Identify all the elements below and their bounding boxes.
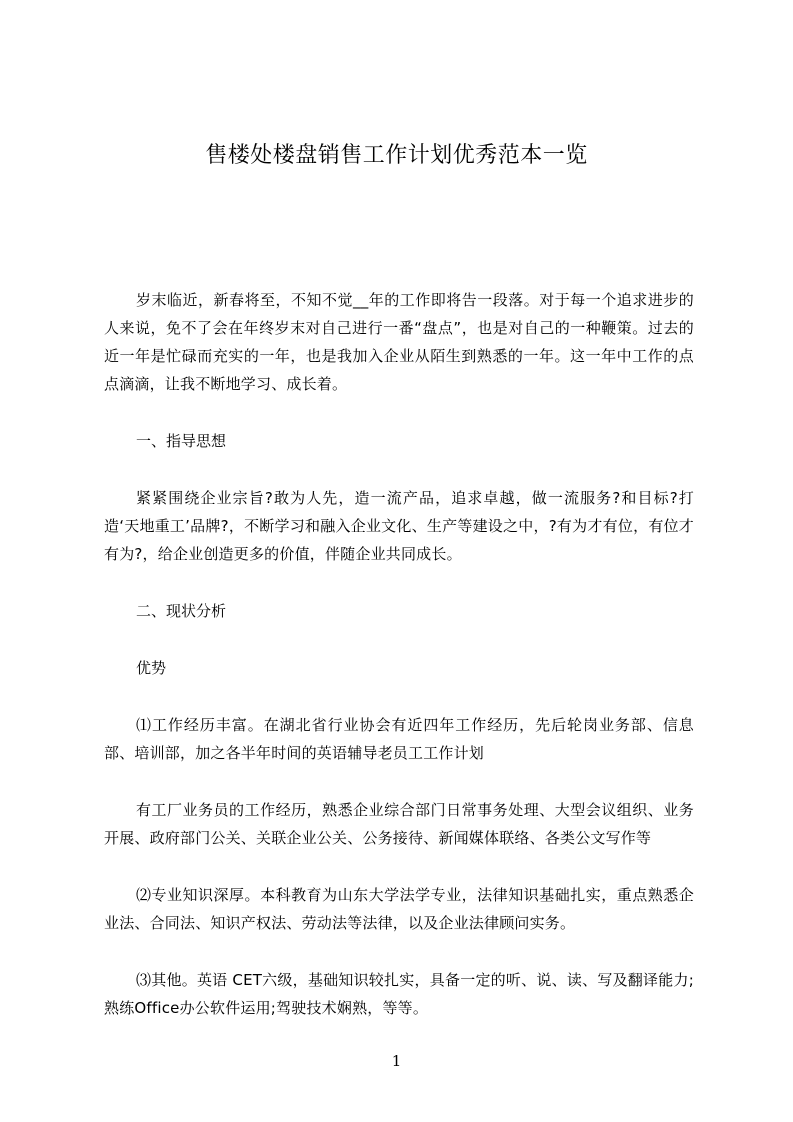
guiding-ideology-paragraph: 紧紧围绕企业宗旨?敢为人先，造一流产品，追求卓越，做一流服务?和目标?打造‘天地重工’品牌?，不断学习和融入企业文化、生产等建设之中，?有为才有位，有位才有为?，给企业创造更多的价值，伴随企业共同成长。 <box>104 489 694 563</box>
advantage-item-3: ⑶其他。英语 CET六级，基础知识较扎实，具备一定的听、说、读、写及翻译能力;熟练Office办公软件运用;驾驶技术娴熟，等等。 <box>104 971 694 1017</box>
document-title: 售楼处楼盘销售工作计划优秀范本一览 <box>205 143 588 168</box>
advantage-item-2: ⑵专业知识深厚。本科教育为山东大学法学专业，法律知识基础扎实，重点熟悉企业法、合同法、知识产权法、劳动法等法律，以及企业法律顾问实务。 <box>104 886 694 932</box>
advantage-item-1: ⑴工作经历丰富。在湖北省行业协会有近四年工作经历，先后轮岗业务部、信息部、培训部，加之各半年时间的英语辅导老员工工作计划 <box>104 716 694 762</box>
subheading-advantages: 优势 <box>136 659 167 677</box>
advantage-item-1-continued: 有工厂业务员的工作经历，熟悉企业综合部门日常事务处理、大型会议组织、业务开展、政府部门公关、关联企业公关、公务接待、新闻媒体联络、各类公文写作等 <box>104 801 694 847</box>
section-heading-guiding-ideology: 一、指导思想 <box>136 432 227 450</box>
section-heading-status-analysis: 二、现状分析 <box>136 602 227 620</box>
document-body <box>104 286 694 1051</box>
intro-paragraph: 岁末临近，新春将至，不知不觉__年的工作即将告一段落。对于每一个追求进步的人来说，免不了会在年终岁末对自己进行一番“盘点”，也是对自己的一种鞭策。过去的近一年是忙碌而充实的一年，也是我加入企业从陌生到熟悉的一年。这一年中工作的点点滴滴，让我不断地学习、成长着。 <box>104 291 694 393</box>
page-number: 1 <box>391 1052 402 1070</box>
